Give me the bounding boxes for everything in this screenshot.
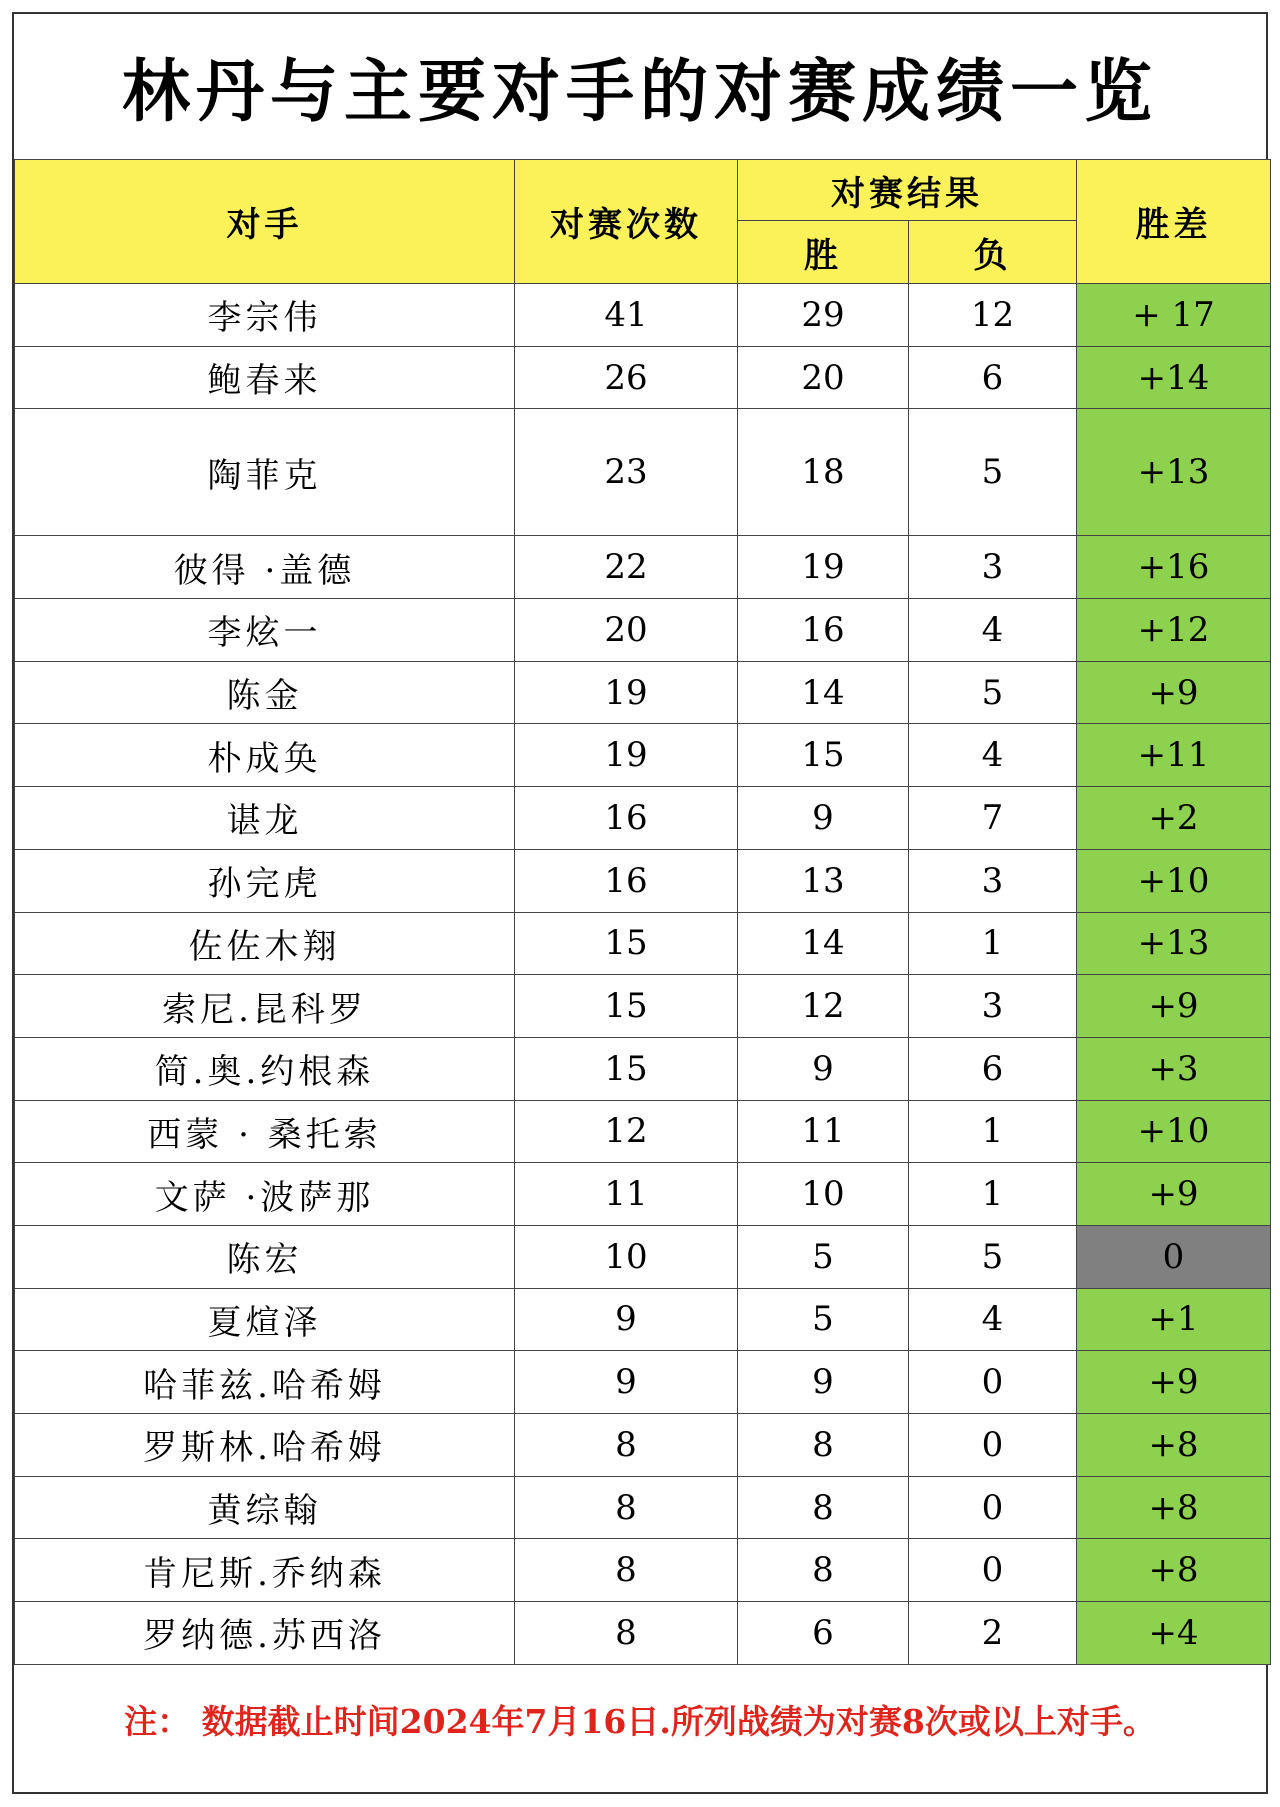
win-cell: 19 (738, 536, 909, 599)
matches-cell: 11 (515, 1163, 738, 1226)
opponent-cell: 李炫一 (15, 599, 515, 662)
table-row (15, 975, 1271, 1038)
win-cell: 14 (738, 661, 909, 724)
loss-cell: 4 (909, 724, 1077, 787)
table-row (15, 346, 1271, 409)
win-cell: 12 (738, 975, 909, 1038)
opponent-cell: 西蒙 · 桑托索 (15, 1100, 515, 1163)
header-diff: 胜差 (1077, 160, 1271, 284)
table-row (15, 1037, 1271, 1100)
win-cell: 11 (738, 1100, 909, 1163)
loss-cell: 1 (909, 1100, 1077, 1163)
table-row (15, 1100, 1271, 1163)
opponent-cell: 陈宏 (15, 1225, 515, 1288)
loss-cell: 6 (909, 346, 1077, 409)
loss-cell: 3 (909, 536, 1077, 599)
loss-cell: 0 (909, 1476, 1077, 1539)
matches-cell: 15 (515, 912, 738, 975)
opponent-cell: 谌龙 (15, 787, 515, 850)
matches-cell: 9 (515, 1351, 738, 1414)
opponent-cell: 肯尼斯.乔纳森 (15, 1539, 515, 1602)
win-cell: 5 (738, 1225, 909, 1288)
win-cell: 8 (738, 1414, 909, 1477)
win-cell: 15 (738, 724, 909, 787)
loss-cell: 0 (909, 1414, 1077, 1477)
header-loss: 负 (909, 221, 1077, 284)
win-cell: 5 (738, 1288, 909, 1351)
opponent-cell: 索尼.昆科罗 (15, 975, 515, 1038)
matches-cell: 19 (515, 661, 738, 724)
win-cell: 18 (738, 409, 909, 536)
loss-cell: 7 (909, 787, 1077, 850)
diff-cell: +9 (1077, 661, 1271, 724)
diff-cell: +16 (1077, 536, 1271, 599)
table-row (15, 1225, 1271, 1288)
table-row (15, 1476, 1271, 1539)
opponent-cell: 彼得 ·盖德 (15, 536, 515, 599)
win-cell: 8 (738, 1476, 909, 1539)
opponent-cell: 陈金 (15, 661, 515, 724)
matches-cell: 8 (515, 1602, 738, 1665)
diff-cell: +8 (1077, 1539, 1271, 1602)
loss-cell: 12 (909, 284, 1077, 347)
matches-cell: 16 (515, 787, 738, 850)
loss-cell: 0 (909, 1539, 1077, 1602)
diff-cell: +13 (1077, 409, 1271, 536)
matches-cell: 22 (515, 536, 738, 599)
opponent-cell: 夏煊泽 (15, 1288, 515, 1351)
diff-cell: +8 (1077, 1476, 1271, 1539)
matches-cell: 26 (515, 346, 738, 409)
loss-cell: 6 (909, 1037, 1077, 1100)
win-cell: 9 (738, 787, 909, 850)
loss-cell: 1 (909, 912, 1077, 975)
win-cell: 10 (738, 1163, 909, 1226)
header-opponent: 对手 (15, 160, 515, 284)
matches-cell: 20 (515, 599, 738, 662)
matches-cell: 8 (515, 1414, 738, 1477)
opponent-cell: 罗斯林.哈希姆 (15, 1414, 515, 1477)
table-row (15, 409, 1271, 536)
diff-cell: +2 (1077, 787, 1271, 850)
opponent-cell: 朴成奂 (15, 724, 515, 787)
loss-cell: 4 (909, 1288, 1077, 1351)
table-row (15, 1414, 1271, 1477)
opponent-cell: 孙完虎 (15, 849, 515, 912)
matches-cell: 23 (515, 409, 738, 536)
record-sheet (12, 12, 1268, 1794)
diff-cell: +8 (1077, 1414, 1271, 1477)
diff-cell: 0 (1077, 1225, 1271, 1288)
win-cell: 14 (738, 912, 909, 975)
diff-cell: +11 (1077, 724, 1271, 787)
diff-cell: +10 (1077, 1100, 1271, 1163)
win-cell: 13 (738, 849, 909, 912)
footnote: 注： 数据截止时间2024年7月16日.所列战绩为对赛8次或以上对手。 (124, 1701, 1156, 1741)
diff-cell: +14 (1077, 346, 1271, 409)
matches-cell: 41 (515, 284, 738, 347)
table-row (15, 284, 1271, 347)
opponent-cell: 李宗伟 (15, 284, 515, 347)
win-cell: 29 (738, 284, 909, 347)
diff-cell: +9 (1077, 1163, 1271, 1226)
win-cell: 16 (738, 599, 909, 662)
matches-cell: 8 (515, 1539, 738, 1602)
opponent-cell: 简.奥.约根森 (15, 1037, 515, 1100)
opponent-cell: 陶菲克 (15, 409, 515, 536)
diff-cell: +1 (1077, 1288, 1271, 1351)
table-row (15, 1288, 1271, 1351)
loss-cell: 3 (909, 849, 1077, 912)
record-rows (15, 284, 1271, 1665)
table-row (15, 1351, 1271, 1414)
opponent-cell: 佐佐木翔 (15, 912, 515, 975)
diff-cell: +10 (1077, 849, 1271, 912)
loss-cell: 5 (909, 1225, 1077, 1288)
table-row (15, 536, 1271, 599)
diff-cell: +9 (1077, 975, 1271, 1038)
diff-cell: +13 (1077, 912, 1271, 975)
opponent-cell: 文萨 ·波萨那 (15, 1163, 515, 1226)
table-row (15, 849, 1271, 912)
matches-cell: 10 (515, 1225, 738, 1288)
opponent-cell: 鲍春来 (15, 346, 515, 409)
matches-cell: 12 (515, 1100, 738, 1163)
matches-cell: 19 (515, 724, 738, 787)
win-cell: 6 (738, 1602, 909, 1665)
table-row (15, 912, 1271, 975)
loss-cell: 0 (909, 1351, 1077, 1414)
matches-cell: 15 (515, 975, 738, 1038)
win-cell: 8 (738, 1539, 909, 1602)
diff-cell: + 17 (1077, 284, 1271, 347)
opponent-cell: 黄综翰 (15, 1476, 515, 1539)
win-cell: 9 (738, 1351, 909, 1414)
loss-cell: 5 (909, 661, 1077, 724)
loss-cell: 5 (909, 409, 1077, 536)
header-matches: 对赛次数 (515, 160, 738, 284)
win-cell: 20 (738, 346, 909, 409)
diff-cell: +9 (1077, 1351, 1271, 1414)
table-row (15, 1602, 1271, 1665)
diff-cell: +12 (1077, 599, 1271, 662)
header-win: 胜 (738, 221, 909, 284)
opponent-cell: 哈菲兹.哈希姆 (15, 1351, 515, 1414)
table-row (15, 599, 1271, 662)
table-row (15, 787, 1271, 850)
loss-cell: 2 (909, 1602, 1077, 1665)
diff-cell: +3 (1077, 1037, 1271, 1100)
matches-cell: 16 (515, 849, 738, 912)
header-result: 对赛结果 (738, 160, 1077, 221)
matches-cell: 8 (515, 1476, 738, 1539)
table-row (15, 724, 1271, 787)
table-row (15, 661, 1271, 724)
diff-cell: +4 (1077, 1602, 1271, 1665)
matches-cell: 15 (515, 1037, 738, 1100)
loss-cell: 3 (909, 975, 1077, 1038)
loss-cell: 4 (909, 599, 1077, 662)
table-row (15, 1539, 1271, 1602)
loss-cell: 1 (909, 1163, 1077, 1226)
win-cell: 9 (738, 1037, 909, 1100)
page-title: 林丹与主要对手的对赛成绩一览 (121, 52, 1158, 132)
matches-cell: 9 (515, 1288, 738, 1351)
table-row (15, 1163, 1271, 1226)
opponent-cell: 罗纳德.苏西洛 (15, 1602, 515, 1665)
record-table (14, 159, 1271, 1665)
